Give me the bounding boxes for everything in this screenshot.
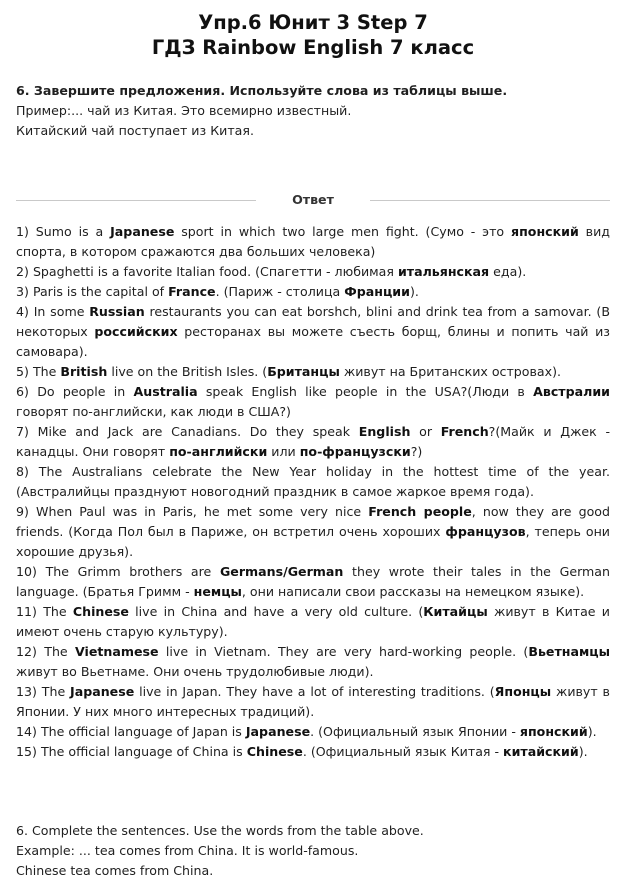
answer-item [16,642,610,682]
answer-number: 6) [16,384,38,399]
answer-text: Paris is the capital of [32,284,169,299]
answer-keyword: French [440,424,489,439]
answer-text: еда). [489,264,527,279]
answer-text: The Grimm brothers are [45,564,220,579]
english-example: Example: ... tea comes from China. It is world-famous. [16,843,359,858]
answer-text: живут во Вьетнаме. Они очень трудолюбивые люди). [16,664,374,679]
answer-text: The [32,364,61,379]
answer-number: 11) [16,604,44,619]
answer-item [16,602,610,642]
answer-keyword: Вьетнамцы [528,644,610,659]
answer-text: Spaghetti is a favorite Italian food. (Спагетти - любимая [32,264,398,279]
answer-item [16,222,610,262]
title-line-2: ГДЗ Rainbow English 7 класс [151,36,475,59]
answer-text: живут в Японии. У них много интересных традиций). [16,684,610,719]
answer-number: 12) [16,644,45,659]
page-title [0,10,626,60]
answer-number: 1) [16,224,36,239]
answer-text: или [267,444,300,459]
answer-text: ресторанах вы можете съесть борщ, блины и попить чай из самовара). [16,324,611,359]
answer-item [16,282,610,302]
answer-text: live on the British Isles. ( [107,364,268,379]
answer-item [16,682,610,722]
answer-keyword: Vietnamese [74,644,159,659]
answer-text: In some [33,304,90,319]
answer-text: живут в Китае и имеют очень старую культуру). [16,604,610,639]
answer-number: 10) [16,564,46,579]
answer-text: ?) [410,444,423,459]
answer-item [16,722,610,742]
answer-keyword: по-английски [169,444,268,459]
answer-text: . (Париж - столица [215,284,345,299]
answer-item [16,362,610,382]
answer-keyword: Франции [344,284,410,299]
answer-text: ?(Майк и Джек - канадцы. Они говорят [16,424,611,459]
answer-keyword: немцы [193,584,242,599]
answer-text: ). [409,284,419,299]
answer-keyword: English [358,424,411,439]
answer-keyword: Китайцы [423,604,488,619]
answer-text: or [410,424,441,439]
answer-text: live in Vietnam. They are very hard-working people. ( [158,644,529,659]
answer-text: The official language of China is [40,744,247,759]
answer-item [16,502,610,562]
answer-text: ). [578,744,588,759]
answer-text: The Australians celebrate the New Year holiday in the hottest time of the year. (Австралийцы празднуют новогодний праздник в самое жаркое время года). [16,464,610,499]
answer-keyword: Японцы [494,684,552,699]
english-heading: 6. Complete the sentences. Use the words from the table above. [16,823,424,838]
task-example-answer: Китайский чай поступает из Китая. [16,123,254,138]
answer-text: The [44,644,75,659]
english-task-block [16,821,610,881]
answer-keyword: Australia [133,384,198,399]
answer-text: . (Официальный язык Китая - [302,744,504,759]
answer-keyword: Chinese [246,744,303,759]
answer-keyword: по-французски [299,444,411,459]
answer-text: live in China and have a very old culture. ( [128,604,424,619]
answer-text: , теперь они хорошие друзья). [16,524,610,559]
answer-text: ). [587,724,597,739]
answer-item [16,742,610,762]
answer-number: 4) [16,304,34,319]
answer-keyword: итальянская [397,264,490,279]
answer-keyword: Russian [89,304,145,319]
answer-item [16,382,610,422]
answer-text: When Paul was in Paris, he met some very nice [36,504,369,519]
answer-keyword: British [60,364,108,379]
answer-text: sport in which two large men fight. (Сумо - это [174,224,511,239]
answer-text: , now they are good friends. (Когда Пол был в Париже, он встретил очень хороших [16,504,610,539]
answer-number: 2) [16,264,33,279]
answer-number: 13) [16,684,42,699]
answer-text: The [41,684,71,699]
answer-text: live in Japan. They have a lot of interesting traditions. ( [134,684,495,699]
answer-keyword: France [168,284,216,299]
title-line-1: Упр.6 Юнит 3 Step 7 [198,11,428,34]
answer-number: 3) [16,284,33,299]
answer-text: живут на Британских островах). [339,364,562,379]
task-example: Пример:... чай из Китая. Это всемирно известный. [16,103,352,118]
answer-text: The [43,604,73,619]
answer-text: Sumo is a [35,224,111,239]
answer-keyword: Japanese [110,224,175,239]
answer-text: вид спорта, в котором сражаются два больших человека) [16,224,610,259]
answer-item [16,562,610,602]
answer-text: restaurants you can eat borshch, blini and drink tea from a samovar. (В некоторых [16,304,610,339]
english-example-answer: Chinese tea comes from China. [16,863,214,878]
answer-keyword: Japanese [70,684,135,699]
answer-number: 9) [16,504,37,519]
answer-item [16,422,610,462]
answer-divider [16,190,610,208]
answer-text: , они написали свои рассказы на немецком языке). [241,584,585,599]
answer-keyword: Japanese [245,724,311,739]
answer-number: 8) [16,464,39,479]
task-block [16,81,610,141]
answer-keyword: китайский [503,744,579,759]
answer-keyword: российских [94,324,178,339]
answer-text: speak English like people in the USA?(Люди в [197,384,534,399]
task-heading: 6. Завершите предложения. Используйте слова из таблицы выше. [16,83,508,98]
answer-number: 7) [16,424,38,439]
answer-number: 14) [16,724,41,739]
answer-item [16,462,610,502]
answer-label: Ответ [292,192,334,207]
answer-text: . (Официальный язык Японии - [310,724,520,739]
answer-text: Mike and Jack are Canadians. Do they speak [37,424,359,439]
answer-keyword: Австралии [533,384,610,399]
answer-text: говорят по-английски, как люди в США?) [16,404,291,419]
answer-keyword: французов [445,524,526,539]
answer-item [16,302,610,362]
answer-item [16,262,610,282]
answer-keyword: японский [511,224,579,239]
divider-line-right [370,200,610,201]
answer-keyword: Chinese [72,604,129,619]
answer-number: 5) [16,364,33,379]
answer-text: The official language of Japan is [40,724,246,739]
answers-list [16,222,610,762]
answer-keyword: японский [519,724,588,739]
answer-text: Do people in [37,384,134,399]
answer-text: they wrote their tales in the German language. (Братья Гримм - [16,564,610,599]
answer-keyword: Британцы [267,364,340,379]
answer-keyword: French people [368,504,472,519]
answer-keyword: Germans/German [219,564,344,579]
answer-number: 15) [16,744,41,759]
